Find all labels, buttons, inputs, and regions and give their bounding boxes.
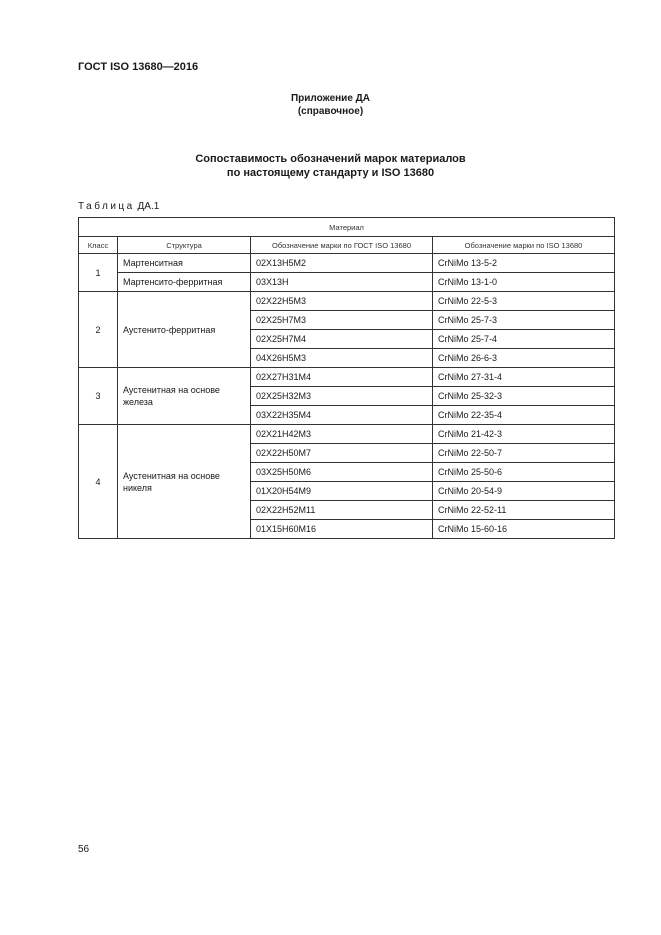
gost-grade-cell: 02Х22Н50М7 [251, 444, 433, 463]
table-row [79, 292, 615, 311]
table-row [79, 254, 615, 273]
gost-grade-cell: 02Х22Н5М3 [251, 292, 433, 311]
table-caption [78, 201, 159, 212]
section-title-line-1: Сопоставимость обозначений марок материалов [195, 153, 466, 165]
iso-grade-cell: CrNiMo 27-31-4 [433, 368, 615, 387]
iso-grade-cell: CrNiMo 26-6-3 [433, 349, 615, 368]
table-row [79, 368, 615, 387]
table-group-header-row [79, 218, 615, 237]
gost-grade-cell: 03Х25Н50М6 [251, 463, 433, 482]
iso-grade-cell: CrNiMo 22-50-7 [433, 444, 615, 463]
iso-grade-cell: CrNiMo 25-7-3 [433, 311, 615, 330]
page-number: 56 [78, 844, 90, 855]
table-caption-number: ДА.1 [137, 201, 160, 212]
table-caption-prefix: Таблица [78, 201, 135, 212]
column-header-structure: Структура [118, 237, 251, 254]
column-header-class: Класс [79, 237, 118, 254]
gost-grade-cell: 02Х21Н42М3 [251, 425, 433, 444]
gost-grade-cell: 02Х22Н52М11 [251, 501, 433, 520]
iso-grade-cell: CrNiMo 15-60-16 [433, 520, 615, 539]
gost-grade-cell: 02Х25Н7М4 [251, 330, 433, 349]
document-header: ГОСТ ISO 13680—2016 [78, 61, 199, 73]
table-row [79, 425, 615, 444]
iso-grade-cell: CrNiMo 25-50-6 [433, 463, 615, 482]
gost-grade-cell: 01Х20Н54М9 [251, 482, 433, 501]
gost-grade-cell: 02Х25Н7М3 [251, 311, 433, 330]
class-cell: 1 [79, 254, 118, 292]
class-cell: 3 [79, 368, 118, 425]
iso-grade-cell: CrNiMo 21-42-3 [433, 425, 615, 444]
section-title-line-2: по настоящему стандарту и ISO 13680 [226, 167, 435, 179]
section-title [0, 152, 661, 180]
gost-grade-cell: 04Х26Н5М3 [251, 349, 433, 368]
iso-grade-cell: CrNiMo 13-1-0 [433, 273, 615, 292]
annex-title [0, 92, 661, 118]
column-header-iso-grade: Обозначение марки по ISO 13680 [433, 237, 615, 254]
gost-grade-cell: 01Х15Н60М16 [251, 520, 433, 539]
structure-cell: Мартенсито-ферритная [118, 273, 251, 292]
gost-grade-cell: 03Х13Н [251, 273, 433, 292]
group-header-material: Материал [79, 218, 615, 237]
gost-grade-cell: 03Х22Н35М4 [251, 406, 433, 425]
column-header-gost-grade: Обозначение марки по ГОСТ ISO 13680 [251, 237, 433, 254]
class-cell: 2 [79, 292, 118, 368]
iso-grade-cell: CrNiMo 22-5-3 [433, 292, 615, 311]
structure-cell: Аустенитная на основе железа [118, 368, 251, 425]
gost-grade-cell: 02Х27Н31М4 [251, 368, 433, 387]
materials-table [78, 217, 615, 539]
iso-grade-cell: CrNiMo 25-32-3 [433, 387, 615, 406]
iso-grade-cell: CrNiMo 20-54-9 [433, 482, 615, 501]
iso-grade-cell: CrNiMo 22-35-4 [433, 406, 615, 425]
annex-label: Приложение ДА [290, 93, 371, 104]
table-row [79, 273, 615, 292]
iso-grade-cell: CrNiMo 22-52-11 [433, 501, 615, 520]
structure-cell: Аустенитная на основе никеля [118, 425, 251, 539]
iso-grade-cell: CrNiMo 25-7-4 [433, 330, 615, 349]
iso-grade-cell: CrNiMo 13-5-2 [433, 254, 615, 273]
class-cell: 4 [79, 425, 118, 539]
gost-grade-cell: 02Х13Н5М2 [251, 254, 433, 273]
table-column-header-row [79, 237, 615, 254]
gost-grade-cell: 02Х25Н32М3 [251, 387, 433, 406]
structure-cell: Мартенситная [118, 254, 251, 273]
structure-cell: Аустенито-ферритная [118, 292, 251, 368]
annex-subtitle: (справочное) [297, 106, 364, 117]
